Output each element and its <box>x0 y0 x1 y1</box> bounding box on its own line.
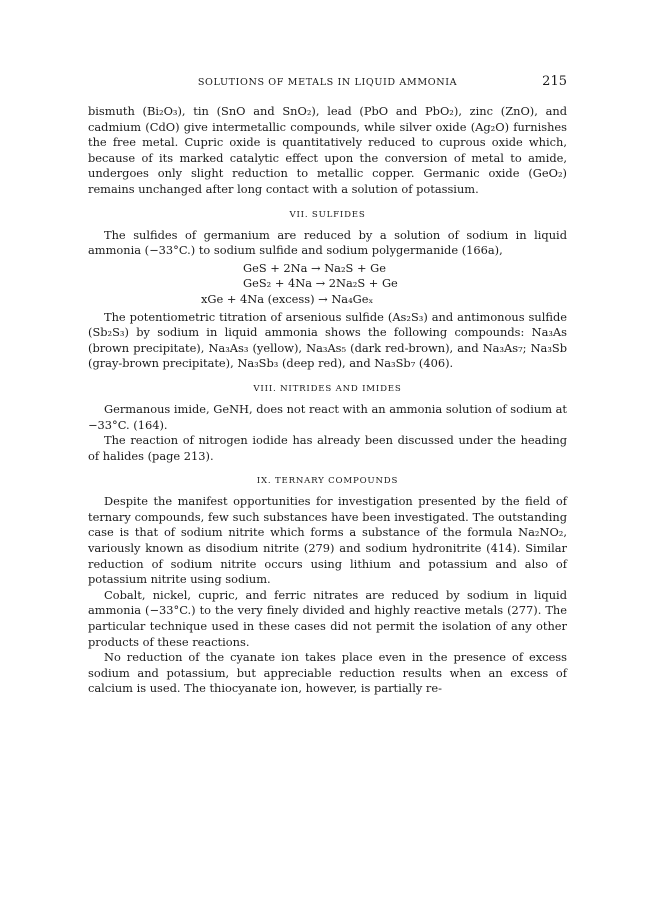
paragraph-germanous-imide: Germanous imide, GeNH, does not react with an ammonia solution of sodium at −33°C. (164). <box>88 401 568 432</box>
paragraph-oxides-continued: bismuth (Bi₂O₃), tin (SnO and SnO₂), lead (PbO and PbO₂), zinc (ZnO), and cadmium (CdO) give intermetallic compounds, while silver oxide (Ag₂O) furnishes the free metal. Cupric oxide is quantitatively reduced to cuprous oxide which, because of its marked catalytic effect upon the conversion of metal to amide, undergoes only slight reduction to metallic copper. Germanic oxide (GeO₂) remains unchanged after long contact with a solution of potassium. <box>88 104 567 196</box>
page-number: 215 <box>542 74 567 89</box>
paragraph-nitrates: Cobalt, nickel, cupric, and ferric nitrates are reduced by sodium in liquid ammonia (−33°C.) to the very finely divided and highly reactive metals (277). The particular technique used in these cases did not permit the isolation of any other products of these reactions. <box>88 587 567 649</box>
running-head <box>88 74 567 92</box>
equation-ges2: GeS₂ + 4Na → 2Na₂S + Ge <box>243 276 398 291</box>
equation-polygermanide: xGe + 4Na (excess) → Na₄Geₓ <box>201 291 374 306</box>
paragraph-cyanate: No reduction of the cyanate ion takes place even in the presence of excess sodium and potassium, but appreciable reduction results when an excess of calcium is used. The thiocyanate ion, however, is partially re- <box>88 650 567 696</box>
paragraph-nitrogen-iodide: The reaction of nitrogen iodide has already been discussed under the heading of halides (page 213). <box>88 433 567 463</box>
running-title: SOLUTIONS OF METALS IN LIQUID AMMONIA <box>197 77 458 88</box>
section-heading-nitrides: VIII. NITRIDES AND IMIDES <box>253 383 402 394</box>
equation-block <box>88 261 567 308</box>
paragraph-germanium-sulfides: The sulfides of germanium are reduced by a solution of sodium in liquid ammonia (−33°C.) to sodium sulfide and sodium polygermanide (166a), <box>88 227 567 258</box>
section-heading-sulfides: VII. SULFIDES <box>289 209 366 220</box>
book-page <box>88 74 567 697</box>
paragraph-sodium-nitrite: Despite the manifest opportunities for investigation presented by the field of ternary compounds, few such substances have been investigated. The outstanding case is that of sodium nitrite which forms a substance of the formula Na₂NO₂, variously known as disodium nitrite (279) and sodium hydronitrite (414). Similar reduction of sodium nitrite occurs using lithium and potassium and also of potassium nitrite using sodium. <box>88 494 567 587</box>
section-heading-ternary: IX. TERNARY COMPOUNDS <box>256 476 399 487</box>
paragraph-potentiometric-titration: The potentiometric titration of arsenious sulfide (As₂S₃) and antimonous sulfide (Sb₂S₃) by sodium in liquid ammonia shows the following compounds: Na₃As (brown precipitate), Na₃As₃ (yellow), Na₃As₅ (dark red-brown), and Na₃As₇; Na₃Sb (gray-brown precipitate), Na₃Sb₃ (deep red), and Na₃Sb₇ (406). <box>88 309 567 371</box>
equation-ges: GeS + 2Na → Na₂S + Ge <box>243 260 386 275</box>
